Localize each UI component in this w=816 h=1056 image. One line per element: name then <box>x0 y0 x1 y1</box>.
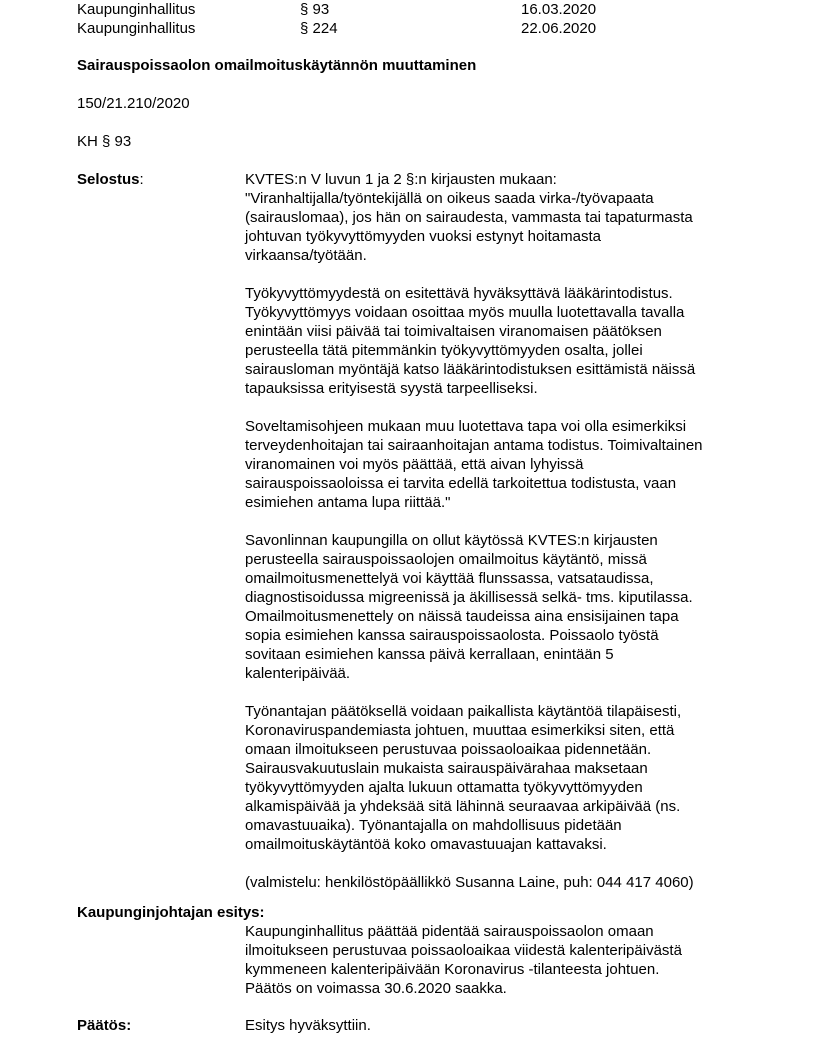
text-line: johtuvan työkyvyttömyyden vuoksi estynyt hoitamasta <box>245 228 602 245</box>
selostus-paragraph <box>245 702 765 854</box>
text-line: viranomainen voi myös päättää, että aivan lyhyissä <box>245 456 584 473</box>
text-line: Työnantajan päätöksellä voidaan paikallista käytäntöä tilapäisesti, <box>245 703 682 720</box>
text-line: sairauspoissaoloissa ei tarvita edellä tarkoitettua todistusta, vaan <box>245 475 677 492</box>
history-body: Kaupunginhallitus <box>77 20 196 37</box>
history-date: 22.06.2020 <box>521 20 597 37</box>
esitys-heading: Kaupunginjohtajan esitys: <box>77 904 265 921</box>
text-line: Työkyvyttömyys voidaan osoittaa myös muulla luotettavalla tavalla <box>245 304 685 321</box>
text-line: KVTES:n V luvun 1 ja 2 §:n kirjausten mukaan: <box>245 171 557 188</box>
text-line: (sairauslomaa), jos hän on sairaudesta, vammasta tai tapaturmasta <box>245 209 693 226</box>
text-line: Kaupunginhallitus päättää pidentää sairauspoissaolon omaan <box>245 923 654 940</box>
text-line: "Viranhaltijalla/työntekijällä on oikeus saada virka-/työvapaata <box>245 190 654 207</box>
text-line: Soveltamisohjeen mukaan muu luotettava tapa voi olla esimerkiksi <box>245 418 687 435</box>
text-line: Koronaviruspandemiasta johtuen, muuttaa esimerkiksi siten, että <box>245 722 675 739</box>
selostus-paragraph <box>245 531 765 683</box>
diary-number: 150/21.210/2020 <box>77 95 190 112</box>
text-line: omailmoitusmenettelyä voi käyttää flunssassa, vatsataudissa, <box>245 570 654 587</box>
selostus-colon: : <box>139 171 144 188</box>
text-line: virkaansa/työtään. <box>245 247 367 264</box>
text-line: ilmoitukseen perustuvaa poissaoloaikaa viidestä kalenteripäivästä <box>245 942 682 959</box>
text-line: Omailmoitusmenettely on näissä taudeissa aina ensisijainen tapa <box>245 608 679 625</box>
esitys-body <box>245 922 765 998</box>
kh-reference: KH § 93 <box>77 133 132 150</box>
history-section: § 93 <box>300 1 330 18</box>
text-line: terveydenhoitajan tai sairaanhoitajan antama todistus. Toimivaltainen <box>245 437 703 454</box>
text-line: (valmistelu: henkilöstöpäällikkö Susanna Laine, puh: 044 417 4060) <box>245 874 694 891</box>
text-line: työkyvyttömyyden ajalta lukuun ottamatta työkyvyttömyyden <box>245 779 643 796</box>
text-line: perusteella sairauspoissaolojen omailmoitus käytäntö, missä <box>245 551 647 568</box>
preparer-note <box>245 873 765 892</box>
selostus-heading <box>77 170 144 189</box>
text-line: kalenteripäivää. <box>245 665 351 682</box>
history-date: 16.03.2020 <box>521 1 597 18</box>
document-title: Sairauspoissaolon omailmoituskäytännön muuttaminen <box>77 57 477 74</box>
history-body: Kaupunginhallitus <box>77 1 196 18</box>
selostus-label: Selostus <box>77 171 140 188</box>
text-line: Päätös on voimassa 30.6.2020 saakka. <box>245 980 507 997</box>
text-line: esimiehen antama lupa riittää." <box>245 494 451 511</box>
text-line: omavastuuaika). Työnantajalla on mahdollisuus pidetään <box>245 817 622 834</box>
text-line: Savonlinnan kaupungilla on ollut käytössä KVTES:n kirjausten <box>245 532 658 549</box>
esitys-paragraph <box>245 922 765 998</box>
selostus-paragraph <box>245 417 765 512</box>
selostus-paragraph <box>245 170 765 265</box>
text-line: Työkyvyttömyydestä on esitettävä hyväksyttävä lääkärintodistus. <box>245 285 673 302</box>
history-section: § 224 <box>300 20 338 37</box>
text-line: kymmeneen kalenteripäivään Koronavirus -tilanteesta johtuen. <box>245 961 660 978</box>
text-line: enintään viisi päivää tai toimivaltaisen viranomaisen päätöksen <box>245 323 662 340</box>
text-line: sovitaan esimiehen kanssa päivä kerrallaan, enintään 5 <box>245 646 614 663</box>
paatos-heading: Päätös: <box>77 1017 132 1034</box>
text-line: alkamispäivää ja yhdeksää sitä lähinnä seuraavaa arkipäivää (ns. <box>245 798 681 815</box>
text-line: omaan ilmoitukseen perustuvaa poissaoloaikaa pidennetään. <box>245 741 652 758</box>
selostus-paragraph <box>245 284 765 398</box>
text-line: omailmoituskäytäntöä koko omavastuuajan kattavaksi. <box>245 836 607 853</box>
text-line: sairausloman myöntäjä katso lääkärintodistuksen esittämistä näissä <box>245 361 696 378</box>
text-line: sopia esimiehen kanssa sairauspoissaolosta. Poissaolo työstä <box>245 627 659 644</box>
paatos-text: Esitys hyväksyttiin. <box>245 1017 371 1034</box>
selostus-body <box>245 170 765 892</box>
text-line: perusteella tätä pitemmänkin työkyvyttömyyden osalta, jollei <box>245 342 643 359</box>
text-line: tapauksissa erityisestä syystä tarpeelliseksi. <box>245 380 538 397</box>
text-line: diagnostisoidussa migreenissä ja äkillisessä selkä- tms. kiputilassa. <box>245 589 693 606</box>
text-line: Sairausvakuutuslain mukaista sairauspäivärahaa maksetaan <box>245 760 648 777</box>
